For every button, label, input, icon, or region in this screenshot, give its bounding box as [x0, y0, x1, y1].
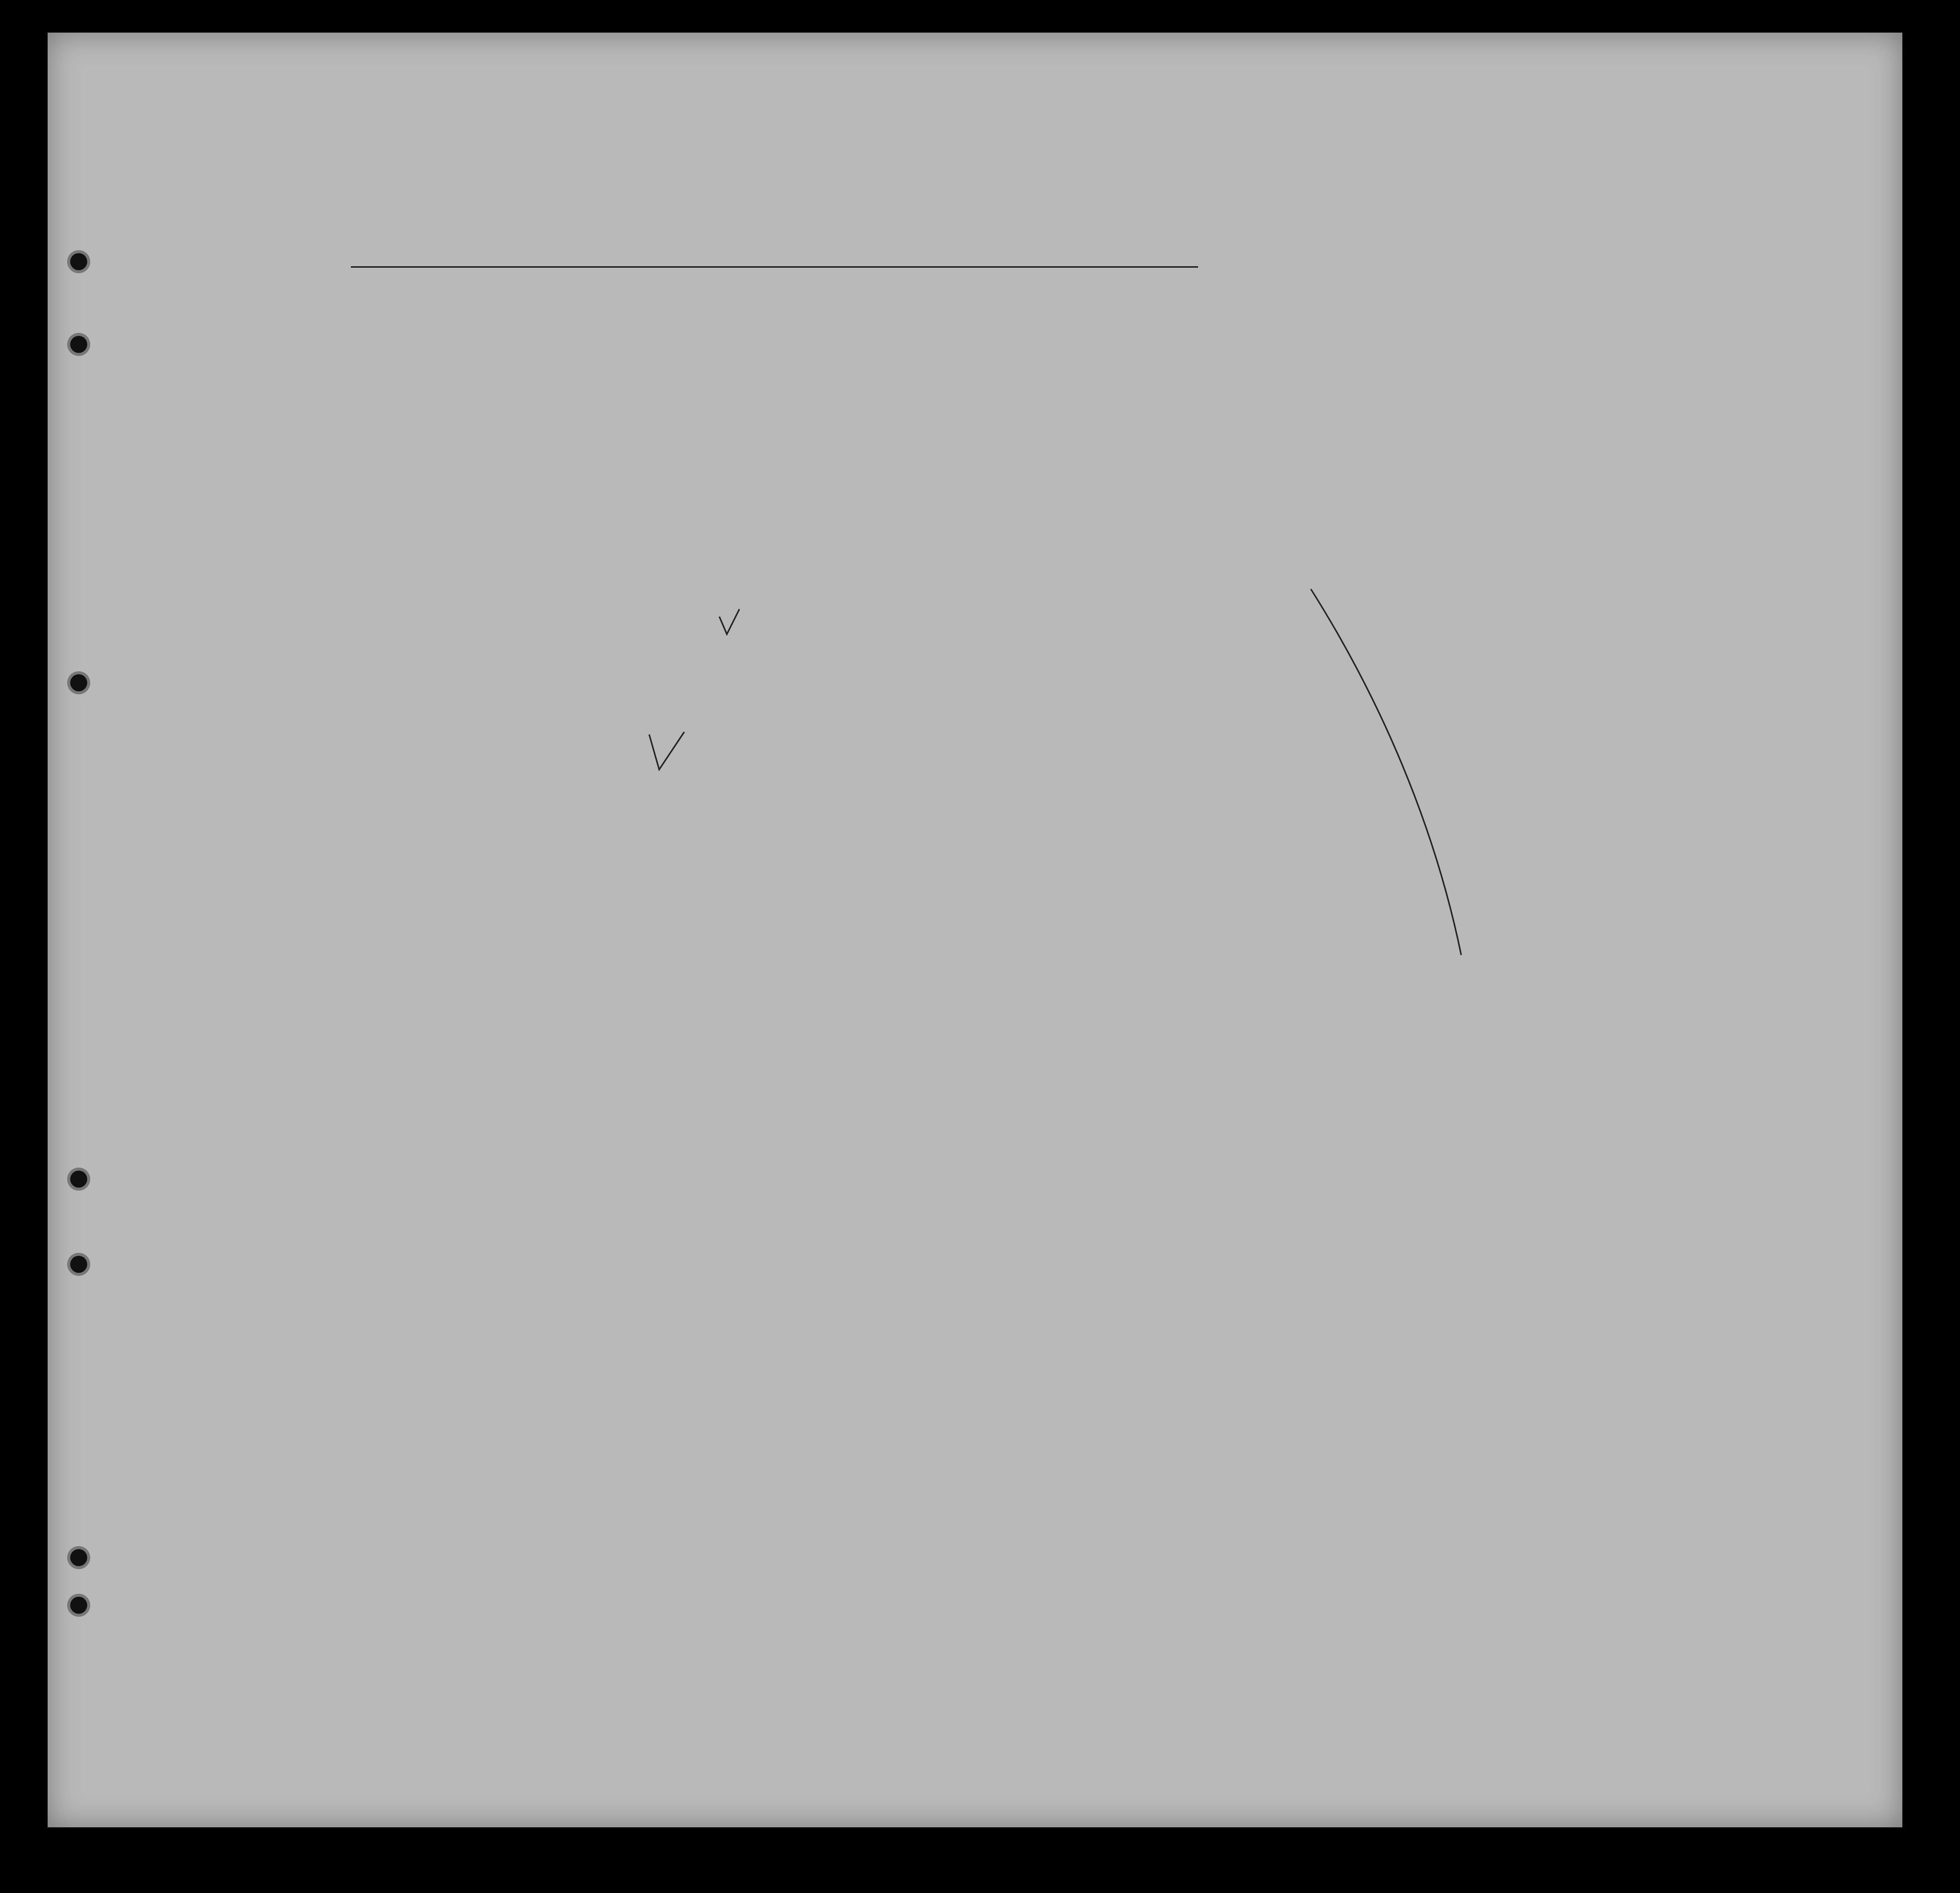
manifest-sheet	[48, 33, 1902, 1827]
handwritten-strokes	[48, 33, 1902, 1827]
